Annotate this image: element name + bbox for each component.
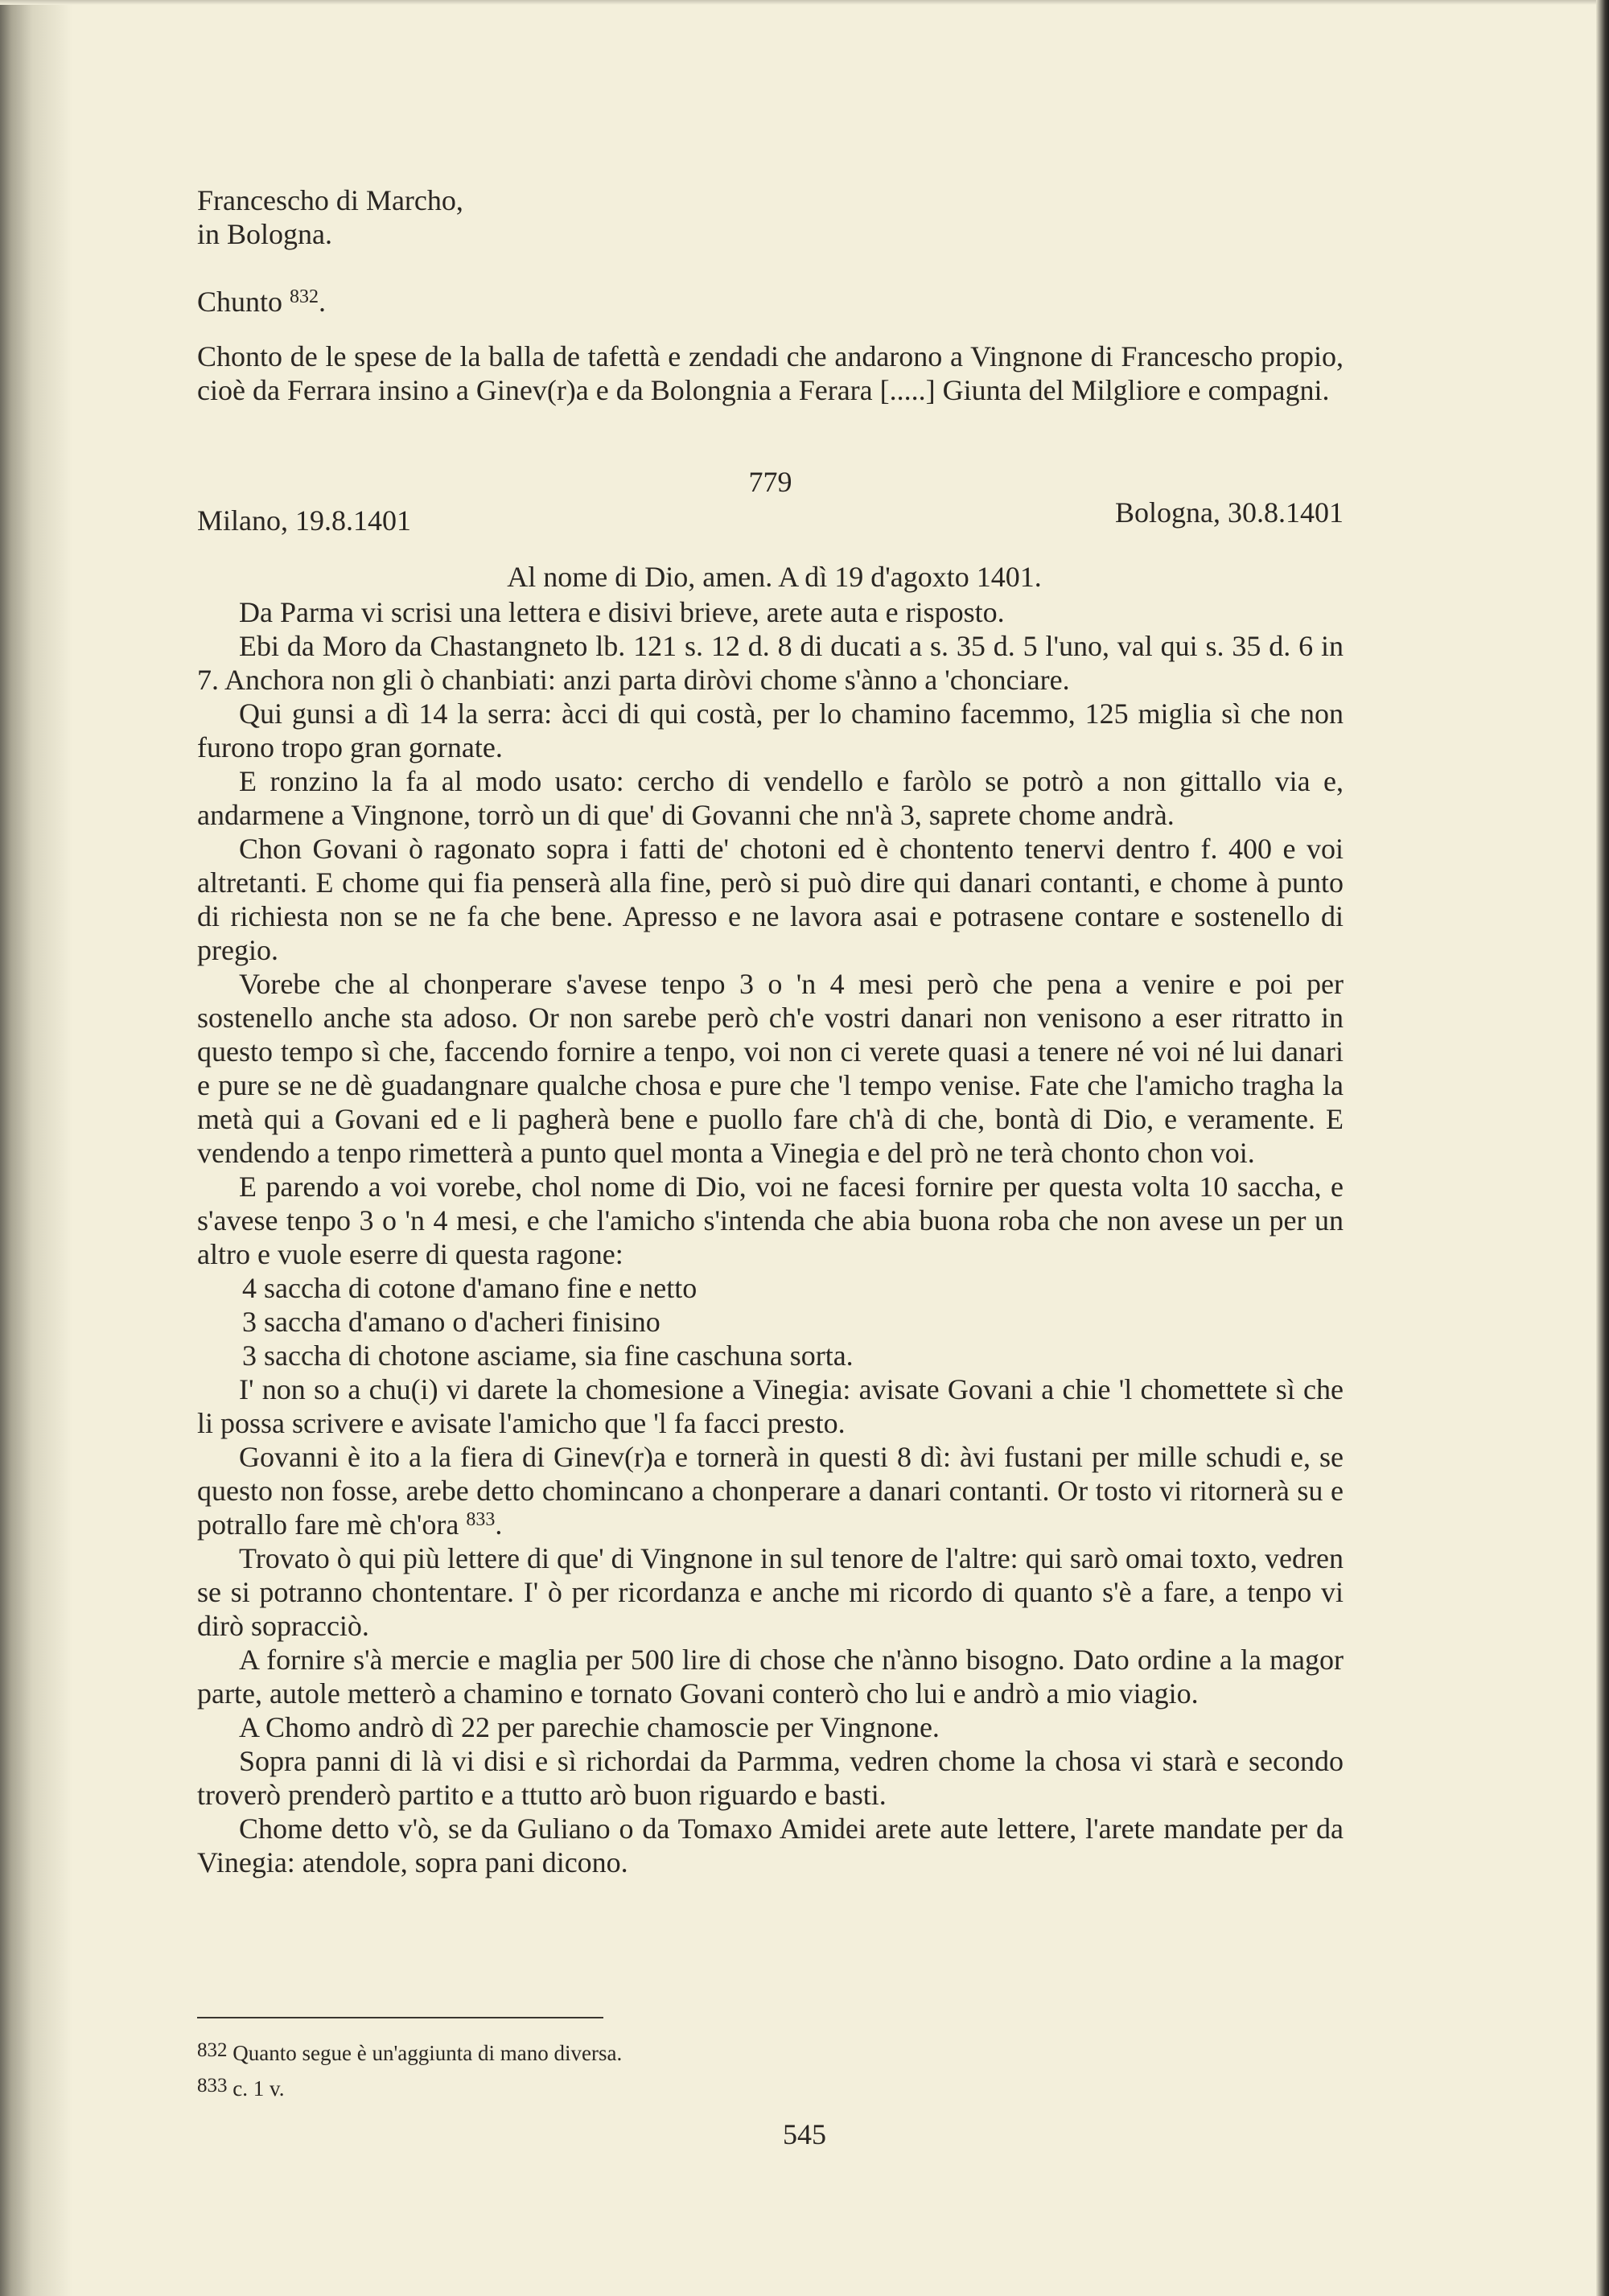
paragraph: Ebi da Moro da Chastangneto lb. 121 s. 12 d. 8 di ducati a s. 35 d. 5 l'uno, val qui s. 35 d. 6 in 7. Anchora non gli ò chanbiati: anzi parta diròvi chome s'ànno a 'chonciare. (197, 630, 1344, 696)
list-item: 3 saccha di chotone asciame, sia fine caschuna sorta. (242, 1339, 854, 1372)
footnote-text: Quanto segue è un'aggiunta di mano diversa. (233, 2041, 623, 2065)
footnote-number: 832 (197, 2039, 228, 2061)
chunto-text: Chunto (197, 286, 283, 318)
addressee-line: Francescho di Marcho, (197, 184, 463, 216)
list-item: 4 saccha di cotone d'amano fine e netto (242, 1272, 698, 1304)
paragraph-text: Govanni è ito a la fiera di Ginev(r)a e tornerà in questi 8 dì: àvi fustani per mille schudi e, se questo non fosse, arebe detto chomincano a chonperare a danari contanti. Or tosto vi ritornerà su e potrallo fare mè ch'ora (197, 1441, 1344, 1541)
book-gutter-shadow (0, 0, 72, 2296)
footnote (197, 2035, 622, 2071)
page-top-edge (0, 0, 1609, 5)
letter-number: 779 (748, 466, 792, 498)
paragraph: Trovato ò qui più lettere di que' di Vingnone in sul tenore de l'altre: qui sarò omai toxto, vedren se si potranno chontentare. I' ò per ricordanza e anche mi ricordo di quanto s'è a fare, a tenpo vi dirò sopracciò. (197, 1542, 1344, 1642)
paragraph (197, 1440, 1344, 1541)
paragraph: Chon Govani ò ragonato sopra i fatti de' chotoni ed è chontento tenervi dentro f. 400 e voi altretanti. E chome qui fia penserà alla fine, però si può dire qui danari contanti, e chome à punto di richiesta non se ne fa che bene. Apresso e ne lavora asai e potrasene contare e sostenello di pregio. (197, 833, 1344, 966)
letter-opening: Al nome di Dio, amen. A dì 19 d'agoxto 1401. (507, 561, 1042, 593)
page-number: 545 (783, 2118, 826, 2150)
chunto-heading (197, 285, 1344, 319)
letter-body (197, 560, 1344, 1879)
page-right-edge (1596, 0, 1609, 2296)
paragraph: A fornire s'à mercie e maglia per 500 lire di chose che n'ànno bisogno. Dato ordine a la magor parte, autole metterò a chamino e tornato Govani conterò cho lui e andrò a mio viagio. (197, 1644, 1344, 1710)
punct: . (319, 286, 327, 318)
addressee-block (197, 183, 1344, 319)
paragraph: Chonto de le spese de la balla de tafettà e zendadi che andarono a Vingnone di Francescho propio, cioè da Ferrara insino a Ginev(r)a e da Bolongnia a Ferara [.....] Giunta del Milgliore e compagni. (197, 340, 1344, 406)
footnote-number: 833 (197, 2075, 228, 2096)
paragraph: Da Parma vi scrisi una lettera e disivi brieve, arete auta e risposto. (239, 596, 1005, 628)
paragraph: A Chomo andrò dì 22 per parechie chamoscie per Vingnone. (239, 1711, 940, 1743)
paragraph: Sopra panni di là vi disi e sì richordai da Parmma, vedren chome la chosa vi starà e secondo troverò prenderò partito e a ttutto arò buon riguardo e basti. (197, 1745, 1344, 1811)
letter-origin: Milano, 19.8.1401 (197, 504, 411, 537)
letter-header (197, 465, 1344, 537)
letter-places (197, 496, 1344, 537)
footnote-text: c. 1 v. (233, 2076, 285, 2101)
paragraph: Chome detto v'ò, se da Guliano o da Tomaxo Amidei arete aute lettere, l'arete mandate per da Vinegia: atendole, sopra pani dicono. (197, 1813, 1344, 1878)
paragraph: E ronzino la fa al modo usato: cercho di vendello e faròlo se potrò a non gittallo via e, andarmene a Vingnone, torrò un di que' di Govanni che nn'à 3, saprete chome andrà. (197, 765, 1344, 831)
footnote (197, 2071, 622, 2106)
paragraph: Vorebe che al chonperare s'avese tenpo 3 o 'n 4 mesi però che pena a venire e poi per sostenello anche sta adoso. Or non sarebe però ch'e vostri danari non venisono a eser ritratto in questo tempo sì che, faccendo fornire a tenpo, voi non ci verete quasi a tenere né voi né lui danari e pure se ne dè guadangnare qualche chosa e pure che 'l tempo venise. Fate che l'amicho tragha la metà qui a Govani ed e li pagherà bene e puollo fare ch'à di che, bontà di Dio, e veramente. E vendendo a tenpo rimetterà a punto quel monta a Vinegia e del prò ne terà chonto chon voi. (197, 968, 1344, 1169)
paragraph: I' non so a chu(i) vi darete la chomesione a Vinegia: avisate Govani a chie 'l chomettete sì che li possa scrivere e avisate l'amicho que 'l fa facci presto. (197, 1373, 1344, 1439)
letter-destination: Bologna, 30.8.1401 (1115, 496, 1344, 529)
list-item: 3 saccha d'amano o d'acheri finisino (242, 1306, 660, 1338)
saccha-list (197, 1271, 1344, 1372)
footnote-ref[interactable]: 832 (290, 286, 319, 307)
footnote-divider (197, 2017, 603, 2018)
chonto-paragraph (197, 339, 1344, 407)
footnotes (197, 2035, 622, 2106)
punct: . (495, 1508, 503, 1541)
footnote-ref[interactable]: 833 (466, 1509, 496, 1530)
addressee-line: in Bologna. (197, 218, 332, 250)
paragraph: Qui gunsi a dì 14 la serra: àcci di qui costà, per lo chamino facemmo, 125 miglia sì che non furono tropo gran gornate. (197, 697, 1344, 763)
paragraph: E parendo a voi vorebe, chol nome di Dio, voi ne facesi fornire per questa volta 10 saccha, e s'avese tenpo 3 o 'n 4 mesi, e che l'amicho s'intenda che abia buona roba che non avese un per un altro e vuole eserre di questa ragone: (197, 1171, 1344, 1270)
